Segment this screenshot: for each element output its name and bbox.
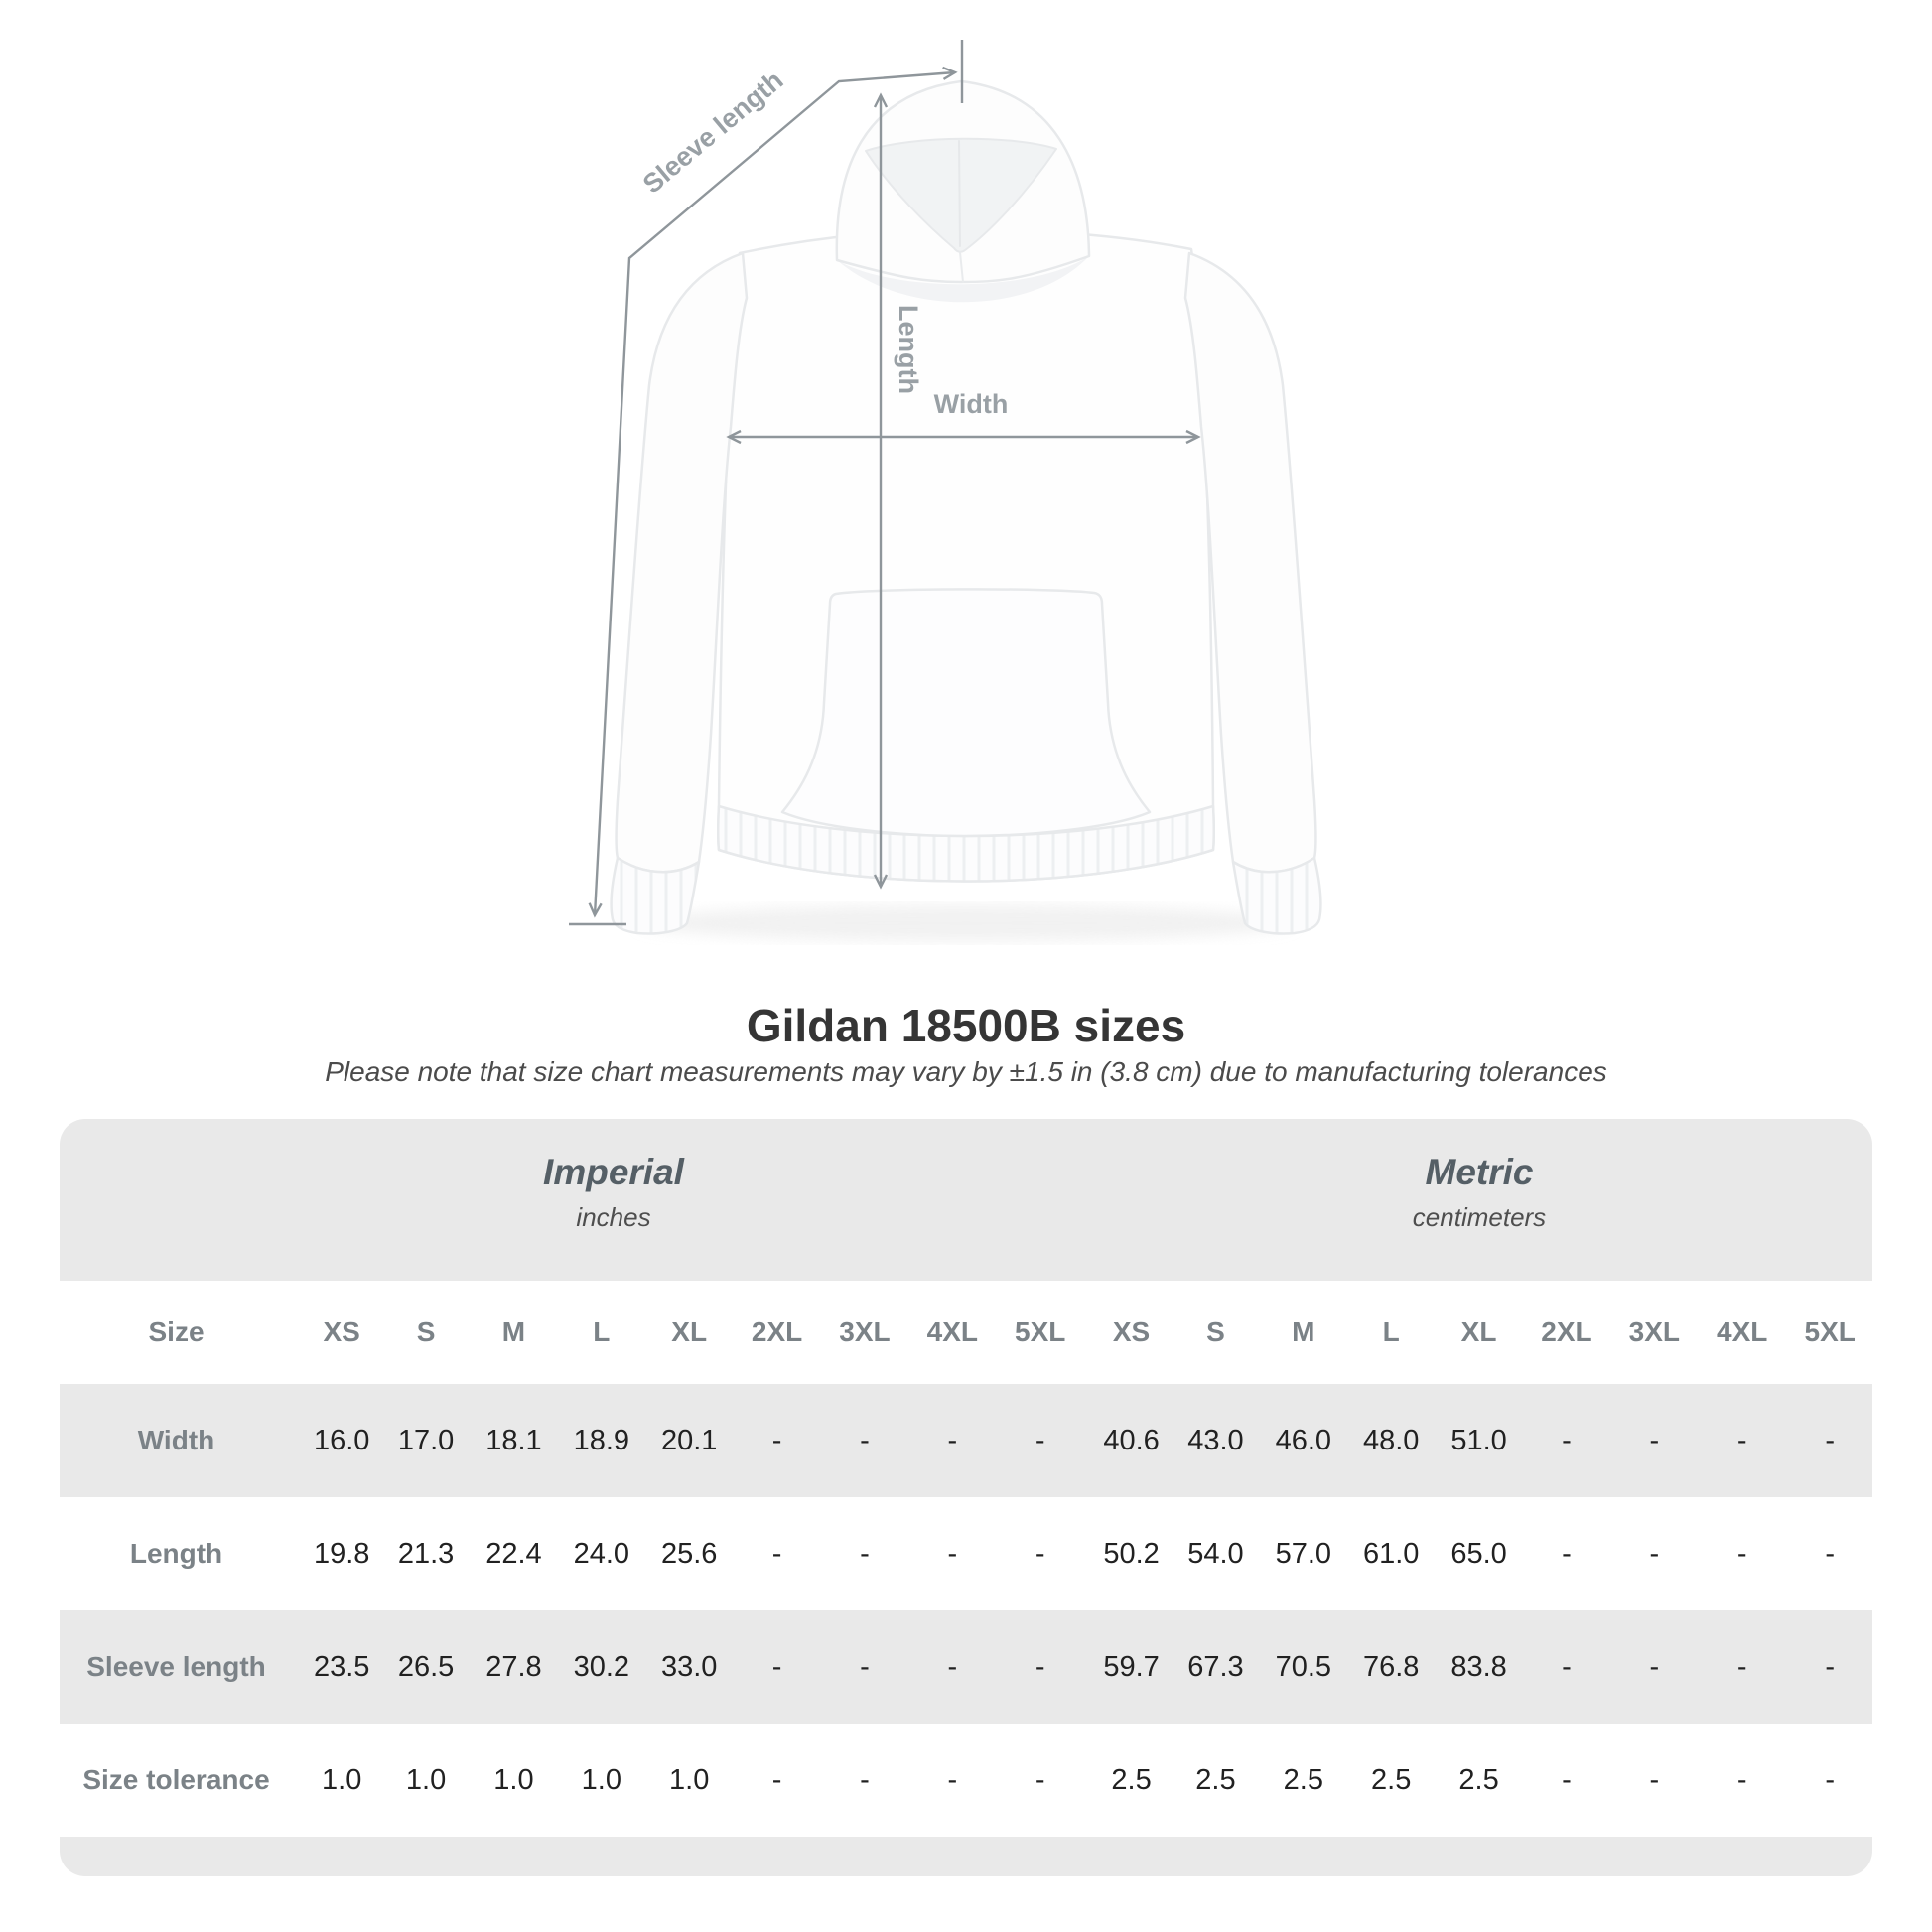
- sleeve-length-label: Sleeve length: [636, 65, 789, 200]
- table-cell: -: [732, 1497, 819, 1610]
- table-cell: -: [995, 1724, 1082, 1837]
- size-header: M: [1258, 1281, 1345, 1384]
- size-header: XL: [644, 1281, 732, 1384]
- imperial-title: Imperial: [543, 1152, 684, 1192]
- table-cell: 61.0: [1346, 1497, 1434, 1610]
- size-header: S: [380, 1281, 468, 1384]
- table-cell: -: [819, 1497, 906, 1610]
- row-label: Width: [60, 1384, 293, 1497]
- table-cell: 46.0: [1258, 1384, 1345, 1497]
- hoodie-hood-seam: [959, 141, 960, 246]
- size-header: 3XL: [819, 1281, 906, 1384]
- table-cell: 54.0: [1171, 1497, 1258, 1610]
- size-header: 3XL: [1609, 1281, 1697, 1384]
- table-cell: -: [819, 1384, 906, 1497]
- length-label: Length: [894, 305, 923, 394]
- size-chart-card: [60, 1119, 1872, 1876]
- table-cell: 21.3: [380, 1497, 468, 1610]
- size-table: [60, 1281, 1872, 1837]
- table-cell: -: [819, 1724, 906, 1837]
- table-cell: -: [1697, 1610, 1784, 1724]
- table-cell: -: [995, 1384, 1082, 1497]
- size-header: 4XL: [907, 1281, 995, 1384]
- table-cell: -: [907, 1724, 995, 1837]
- table-cell: 24.0: [556, 1497, 643, 1610]
- table-cell: -: [732, 1724, 819, 1837]
- page-title: Gildan 18500B sizes: [746, 1000, 1186, 1051]
- metric-group-header: [1413, 1151, 1546, 1232]
- metric-unit: centimeters: [1412, 1202, 1547, 1232]
- table-cell: 43.0: [1171, 1384, 1258, 1497]
- table-cell: 22.4: [469, 1497, 556, 1610]
- width-label: Width: [933, 389, 1009, 419]
- hoodie-pocket: [782, 589, 1150, 836]
- table-cell: -: [1609, 1497, 1697, 1610]
- table-cell: 18.9: [556, 1384, 643, 1497]
- table-cell: 33.0: [644, 1610, 732, 1724]
- width-row: [60, 1384, 1872, 1497]
- size-column-header: Size: [60, 1281, 293, 1384]
- row-label: Sleeve length: [60, 1610, 293, 1724]
- table-cell: -: [1609, 1384, 1697, 1497]
- table-cell: 76.8: [1346, 1610, 1434, 1724]
- table-cell: 16.0: [293, 1384, 380, 1497]
- size-header: 2XL: [732, 1281, 819, 1384]
- size-header: XL: [1434, 1281, 1521, 1384]
- table-cell: -: [732, 1610, 819, 1724]
- table-cell: -: [1521, 1724, 1608, 1837]
- table-cell: 57.0: [1258, 1497, 1345, 1610]
- table-cell: -: [1521, 1384, 1608, 1497]
- sleeve-length-row: [60, 1610, 1872, 1724]
- table-cell: 1.0: [293, 1724, 380, 1837]
- table-cell: 59.7: [1082, 1610, 1170, 1724]
- size-header: L: [1346, 1281, 1434, 1384]
- table-cell: -: [907, 1384, 995, 1497]
- metric-title: Metric: [1425, 1152, 1534, 1192]
- size-header: 4XL: [1697, 1281, 1784, 1384]
- table-cell: 27.8: [469, 1610, 556, 1724]
- tolerance-note: Please note that size chart measurements may vary by ±1.5 in (3.8 cm) due to manufacturing tolerances: [325, 1056, 1607, 1087]
- table-cell: 50.2: [1082, 1497, 1170, 1610]
- size-header: M: [469, 1281, 556, 1384]
- size-header: XS: [1082, 1281, 1170, 1384]
- size-tolerance-row: [60, 1724, 1872, 1837]
- imperial-group-header: [543, 1151, 684, 1232]
- table-cell: 26.5: [380, 1610, 468, 1724]
- size-header: L: [556, 1281, 643, 1384]
- table-cell: -: [995, 1497, 1082, 1610]
- table-cell: -: [995, 1610, 1082, 1724]
- table-cell: 83.8: [1434, 1610, 1521, 1724]
- table-cell: 20.1: [644, 1384, 732, 1497]
- table-cell: -: [1784, 1610, 1872, 1724]
- table-cell: 17.0: [380, 1384, 468, 1497]
- table-cell: -: [819, 1610, 906, 1724]
- table-cell: 2.5: [1082, 1724, 1170, 1837]
- size-header: 5XL: [995, 1281, 1082, 1384]
- size-header: S: [1171, 1281, 1258, 1384]
- table-cell: 2.5: [1434, 1724, 1521, 1837]
- table-cell: -: [1521, 1497, 1608, 1610]
- table-cell: 1.0: [644, 1724, 732, 1837]
- table-cell: -: [1609, 1724, 1697, 1837]
- table-cell: -: [1784, 1497, 1872, 1610]
- size-header: 2XL: [1521, 1281, 1608, 1384]
- table-cell: 18.1: [469, 1384, 556, 1497]
- size-header: 5XL: [1784, 1281, 1872, 1384]
- imperial-unit: inches: [576, 1202, 651, 1232]
- table-cell: 2.5: [1171, 1724, 1258, 1837]
- table-cell: -: [907, 1497, 995, 1610]
- table-cell: 51.0: [1434, 1384, 1521, 1497]
- table-cell: -: [1784, 1724, 1872, 1837]
- table-cell: 2.5: [1346, 1724, 1434, 1837]
- hoodie-shadow: [638, 905, 1294, 941]
- table-cell: 19.8: [293, 1497, 380, 1610]
- table-cell: -: [1697, 1384, 1784, 1497]
- table-cell: 65.0: [1434, 1497, 1521, 1610]
- row-label: Size tolerance: [60, 1724, 293, 1837]
- size-header-row: [60, 1281, 1872, 1384]
- table-cell: 70.5: [1258, 1610, 1345, 1724]
- table-cell: 25.6: [644, 1497, 732, 1610]
- table-cell: 30.2: [556, 1610, 643, 1724]
- table-cell: 1.0: [556, 1724, 643, 1837]
- table-cell: 67.3: [1171, 1610, 1258, 1724]
- table-cell: 1.0: [380, 1724, 468, 1837]
- table-cell: -: [1697, 1724, 1784, 1837]
- table-cell: 48.0: [1346, 1384, 1434, 1497]
- table-cell: -: [1609, 1610, 1697, 1724]
- table-cell: -: [732, 1384, 819, 1497]
- table-cell: -: [1784, 1384, 1872, 1497]
- table-cell: -: [907, 1610, 995, 1724]
- table-cell: -: [1697, 1497, 1784, 1610]
- size-header: XS: [293, 1281, 380, 1384]
- row-label: Length: [60, 1497, 293, 1610]
- unit-header-band: [60, 1119, 1872, 1281]
- table-cell: 1.0: [469, 1724, 556, 1837]
- table-cell: -: [1521, 1610, 1608, 1724]
- hoodie-illustration: [612, 81, 1321, 934]
- table-cell: 23.5: [293, 1610, 380, 1724]
- table-cell: 40.6: [1082, 1384, 1170, 1497]
- table-cell: 2.5: [1258, 1724, 1345, 1837]
- length-row: [60, 1497, 1872, 1610]
